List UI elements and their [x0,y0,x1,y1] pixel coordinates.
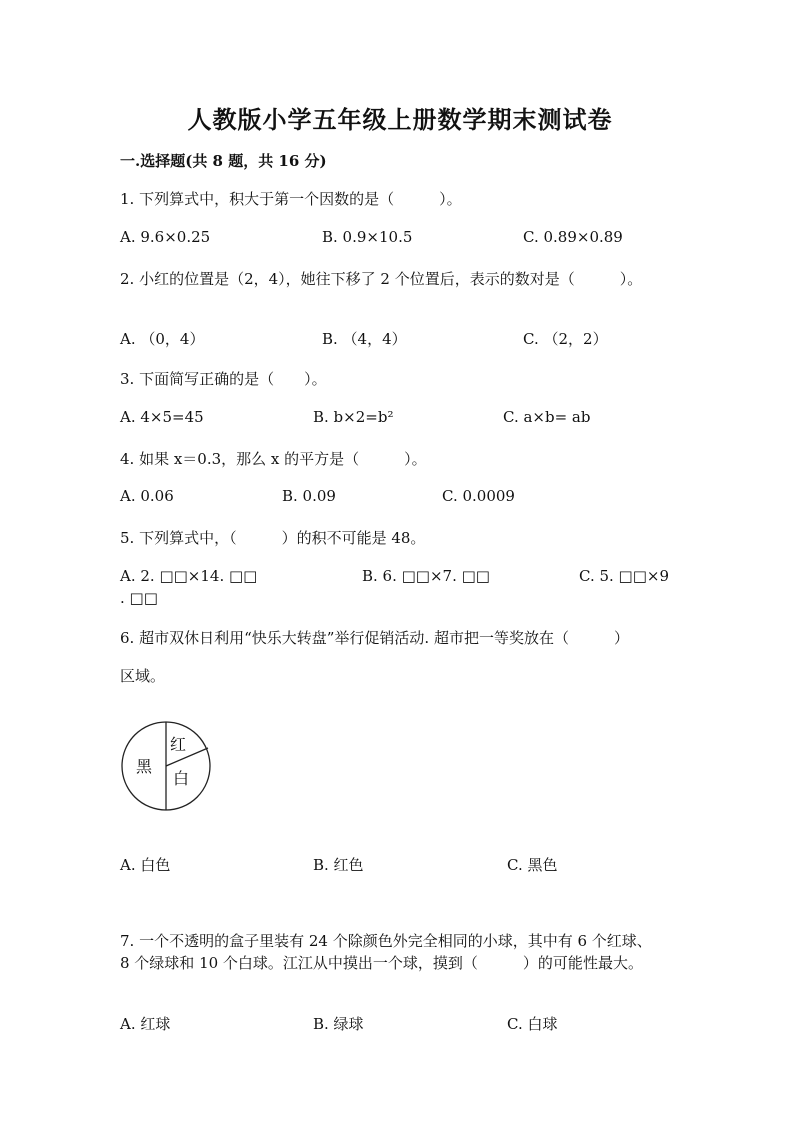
question-5-option-b: B. 6. □□×7. □□ [362,567,490,585]
question-6-option-a: A. 白色 [120,856,171,874]
question-5-option-c: C. 5. □□×9 [579,567,670,585]
question-4-option-b: B. 0.09 [282,487,336,505]
prize-wheel-diagram [120,720,212,812]
question-1-option-b: B. 0.9×10.5 [322,228,413,246]
question-7-option-a: A. 红球 [120,1015,171,1033]
question-3-stem: 3. 下面简写正确的是（ ）。 [120,370,327,388]
question-4-stem: 4. 如果 x＝0.3，那么 x 的平方是（ ）。 [120,450,427,468]
question-6-option-c: C. 黑色 [507,856,558,874]
question-3-option-b: B. b×2=b² [313,408,394,426]
question-2-stem: 2. 小红的位置是（2，4），她往下移了 2 个位置后，表示的数对是（ ）。 [120,270,643,288]
wheel-label-red: 红 [170,735,187,754]
question-6-option-b: B. 红色 [313,856,364,874]
question-2-option-b: B. （4，4） [322,330,407,348]
question-6-stem: 6. 超市双休日利用“快乐大转盘”举行促销活动. 超市把一等奖放在（ ） [120,629,629,647]
page-title: 人教版小学五年级上册数学期末测试卷 [187,105,613,134]
question-1-stem: 1. 下列算式中，积大于第一个因数的是（ ）。 [120,190,462,208]
question-7-option-c: C. 白球 [507,1015,558,1033]
wheel-label-white: 白 [173,769,190,788]
question-3-option-c: C. a×b= ab [503,408,591,426]
question-2-option-a: A. （0，4） [120,330,205,348]
question-7-stem: 7. 一个不透明的盒子里装有 24 个除颜色外完全相同的小球，其中有 6 个红球、 [120,932,652,950]
question-5-option-c-continued: . □□ [120,589,158,607]
section-heading: 一.选择题(共 8 题，共 16 分) [120,152,327,170]
question-7-stem-continued: 8 个绿球和 10 个白球。江江从中摸出一个球，摸到（ ）的可能性最大。 [120,954,643,972]
wheel-label-black: 黑 [136,757,153,776]
question-1-option-a: A. 9.6×0.25 [120,228,211,246]
question-7-option-b: B. 绿球 [313,1015,364,1033]
question-4-option-a: A. 0.06 [120,487,174,505]
question-2-option-c: C. （2，2） [523,330,608,348]
question-5-stem: 5. 下列算式中，（ ）的积不可能是 48。 [120,529,426,547]
question-4-option-c: C. 0.0009 [442,487,515,505]
question-6-stem-continued: 区域。 [120,667,166,685]
question-3-option-a: A. 4×5=45 [120,408,204,426]
question-5-option-a: A. 2. □□×14. □□ [120,567,258,585]
question-1-option-c: C. 0.89×0.89 [523,228,623,246]
